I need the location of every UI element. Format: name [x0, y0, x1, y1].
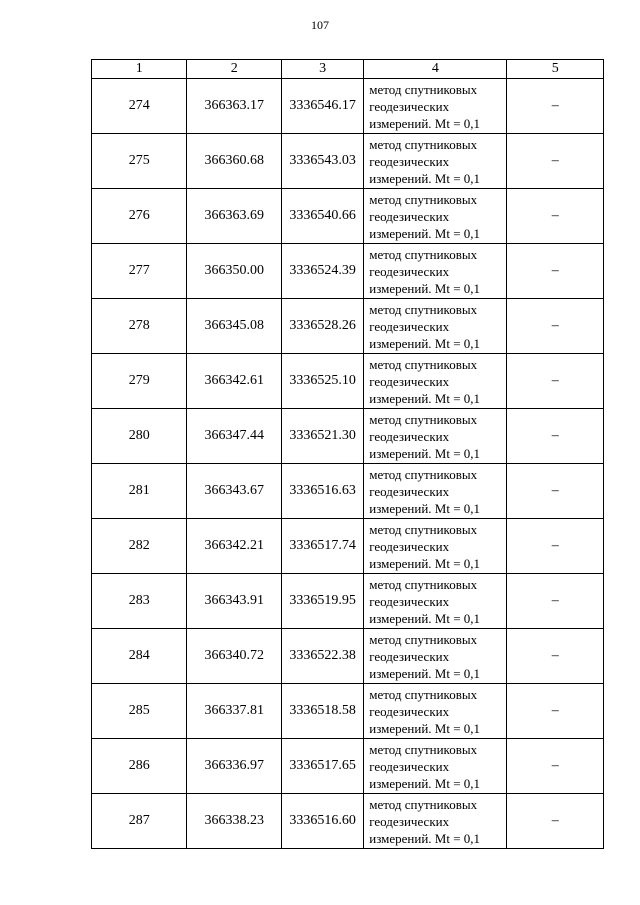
point-number-cell: 274: [92, 79, 187, 134]
method-line: измерений. Mt = 0,1: [369, 226, 481, 241]
table-row: [92, 409, 604, 464]
point-number-cell: 275: [92, 134, 187, 189]
x-coordinate-cell: 366340.72: [187, 629, 281, 684]
y-coordinate-cell: 3336522.38: [281, 629, 363, 684]
method-line: метод спутниковых: [369, 82, 478, 97]
note-cell: –: [507, 794, 604, 849]
x-coordinate-cell: 366363.69: [187, 189, 281, 244]
note-cell: –: [507, 189, 604, 244]
note-cell: –: [507, 134, 604, 189]
method-cell: [364, 354, 507, 409]
method-line: метод спутниковых: [369, 467, 478, 482]
method-line: измерений. Mt = 0,1: [369, 116, 481, 131]
point-number-cell: 284: [92, 629, 187, 684]
method-cell: [364, 299, 507, 354]
x-coordinate-cell: 366350.00: [187, 244, 281, 299]
method-line: геодезических: [369, 264, 450, 279]
y-coordinate-cell: 3336525.10: [281, 354, 363, 409]
x-coordinate-cell: 366347.44: [187, 409, 281, 464]
point-number-cell: 287: [92, 794, 187, 849]
method-line: измерений. Mt = 0,1: [369, 501, 481, 516]
method-line: измерений. Mt = 0,1: [369, 611, 481, 626]
y-coordinate-cell: 3336521.30: [281, 409, 363, 464]
method-line: измерений. Mt = 0,1: [369, 171, 481, 186]
method-line: метод спутниковых: [369, 357, 478, 372]
method-line: геодезических: [369, 154, 450, 169]
table-row: [92, 794, 604, 849]
note-cell: –: [507, 464, 604, 519]
method-line: метод спутниковых: [369, 247, 478, 262]
note-cell: –: [507, 244, 604, 299]
method-line: метод спутниковых: [369, 137, 478, 152]
method-line: метод спутниковых: [369, 687, 478, 702]
table-row: [92, 134, 604, 189]
method-line: измерений. Mt = 0,1: [369, 666, 481, 681]
method-line: измерений. Mt = 0,1: [369, 281, 481, 296]
method-cell: [364, 794, 507, 849]
table-row: [92, 684, 604, 739]
point-number-cell: 276: [92, 189, 187, 244]
table-row: [92, 189, 604, 244]
table-row: [92, 574, 604, 629]
method-line: геодезических: [369, 759, 450, 774]
x-coordinate-cell: 366338.23: [187, 794, 281, 849]
method-line: метод спутниковых: [369, 742, 478, 757]
note-cell: –: [507, 739, 604, 794]
x-coordinate-cell: 366360.68: [187, 134, 281, 189]
column-header-1: 1: [92, 60, 187, 79]
point-number-cell: 280: [92, 409, 187, 464]
y-coordinate-cell: 3336518.58: [281, 684, 363, 739]
y-coordinate-cell: 3336546.17: [281, 79, 363, 134]
y-coordinate-cell: 3336543.03: [281, 134, 363, 189]
method-line: геодезических: [369, 814, 450, 829]
note-cell: –: [507, 299, 604, 354]
note-cell: –: [507, 354, 604, 409]
method-line: метод спутниковых: [369, 522, 478, 537]
point-number-cell: 286: [92, 739, 187, 794]
method-cell: [364, 519, 507, 574]
y-coordinate-cell: 3336528.26: [281, 299, 363, 354]
x-coordinate-cell: 366343.67: [187, 464, 281, 519]
method-line: геодезических: [369, 649, 450, 664]
table-header-row: [92, 60, 604, 79]
y-coordinate-cell: 3336524.39: [281, 244, 363, 299]
table-row: [92, 79, 604, 134]
method-line: метод спутниковых: [369, 632, 478, 647]
method-line: измерений. Mt = 0,1: [369, 391, 481, 406]
method-line: измерений. Mt = 0,1: [369, 776, 481, 791]
coordinates-table: [91, 59, 604, 849]
table-body: [92, 79, 604, 849]
method-cell: [364, 629, 507, 684]
method-cell: [364, 244, 507, 299]
method-line: геодезических: [369, 429, 450, 444]
x-coordinate-cell: 366343.91: [187, 574, 281, 629]
table-row: [92, 519, 604, 574]
x-coordinate-cell: 366345.08: [187, 299, 281, 354]
point-number-cell: 282: [92, 519, 187, 574]
method-line: геодезических: [369, 209, 450, 224]
point-number-cell: 278: [92, 299, 187, 354]
method-line: метод спутниковых: [369, 797, 478, 812]
column-header-4: 4: [364, 60, 507, 79]
method-cell: [364, 79, 507, 134]
point-number-cell: 285: [92, 684, 187, 739]
y-coordinate-cell: 3336516.60: [281, 794, 363, 849]
note-cell: –: [507, 409, 604, 464]
x-coordinate-cell: 366337.81: [187, 684, 281, 739]
method-cell: [364, 739, 507, 794]
x-coordinate-cell: 366336.97: [187, 739, 281, 794]
method-line: геодезических: [369, 374, 450, 389]
column-header-3: 3: [281, 60, 363, 79]
page-number: 107: [311, 18, 329, 32]
table-row: [92, 354, 604, 409]
x-coordinate-cell: 366342.21: [187, 519, 281, 574]
method-line: геодезических: [369, 594, 450, 609]
method-line: геодезических: [369, 99, 450, 114]
table-row: [92, 244, 604, 299]
point-number-cell: 277: [92, 244, 187, 299]
note-cell: –: [507, 684, 604, 739]
y-coordinate-cell: 3336540.66: [281, 189, 363, 244]
method-line: измерений. Mt = 0,1: [369, 446, 481, 461]
method-line: измерений. Mt = 0,1: [369, 336, 481, 351]
method-line: геодезических: [369, 484, 450, 499]
table-row: [92, 299, 604, 354]
method-cell: [364, 134, 507, 189]
column-header-5: 5: [507, 60, 604, 79]
x-coordinate-cell: 366363.17: [187, 79, 281, 134]
y-coordinate-cell: 3336517.74: [281, 519, 363, 574]
point-number-cell: 281: [92, 464, 187, 519]
method-cell: [364, 189, 507, 244]
method-line: метод спутниковых: [369, 412, 478, 427]
x-coordinate-cell: 366342.61: [187, 354, 281, 409]
note-cell: –: [507, 574, 604, 629]
method-line: геодезических: [369, 319, 450, 334]
method-line: метод спутниковых: [369, 577, 478, 592]
method-line: измерений. Mt = 0,1: [369, 721, 481, 736]
note-cell: –: [507, 79, 604, 134]
column-header-2: 2: [187, 60, 281, 79]
y-coordinate-cell: 3336519.95: [281, 574, 363, 629]
table-row: [92, 464, 604, 519]
y-coordinate-cell: 3336517.65: [281, 739, 363, 794]
table-row: [92, 629, 604, 684]
method-cell: [364, 464, 507, 519]
note-cell: –: [507, 519, 604, 574]
method-line: геодезических: [369, 539, 450, 554]
y-coordinate-cell: 3336516.63: [281, 464, 363, 519]
note-cell: –: [507, 629, 604, 684]
point-number-cell: 279: [92, 354, 187, 409]
point-number-cell: 283: [92, 574, 187, 629]
table-row: [92, 739, 604, 794]
method-line: измерений. Mt = 0,1: [369, 831, 481, 846]
method-line: метод спутниковых: [369, 302, 478, 317]
method-line: измерений. Mt = 0,1: [369, 556, 481, 571]
method-cell: [364, 409, 507, 464]
method-line: геодезических: [369, 704, 450, 719]
method-cell: [364, 684, 507, 739]
method-line: метод спутниковых: [369, 192, 478, 207]
method-cell: [364, 574, 507, 629]
